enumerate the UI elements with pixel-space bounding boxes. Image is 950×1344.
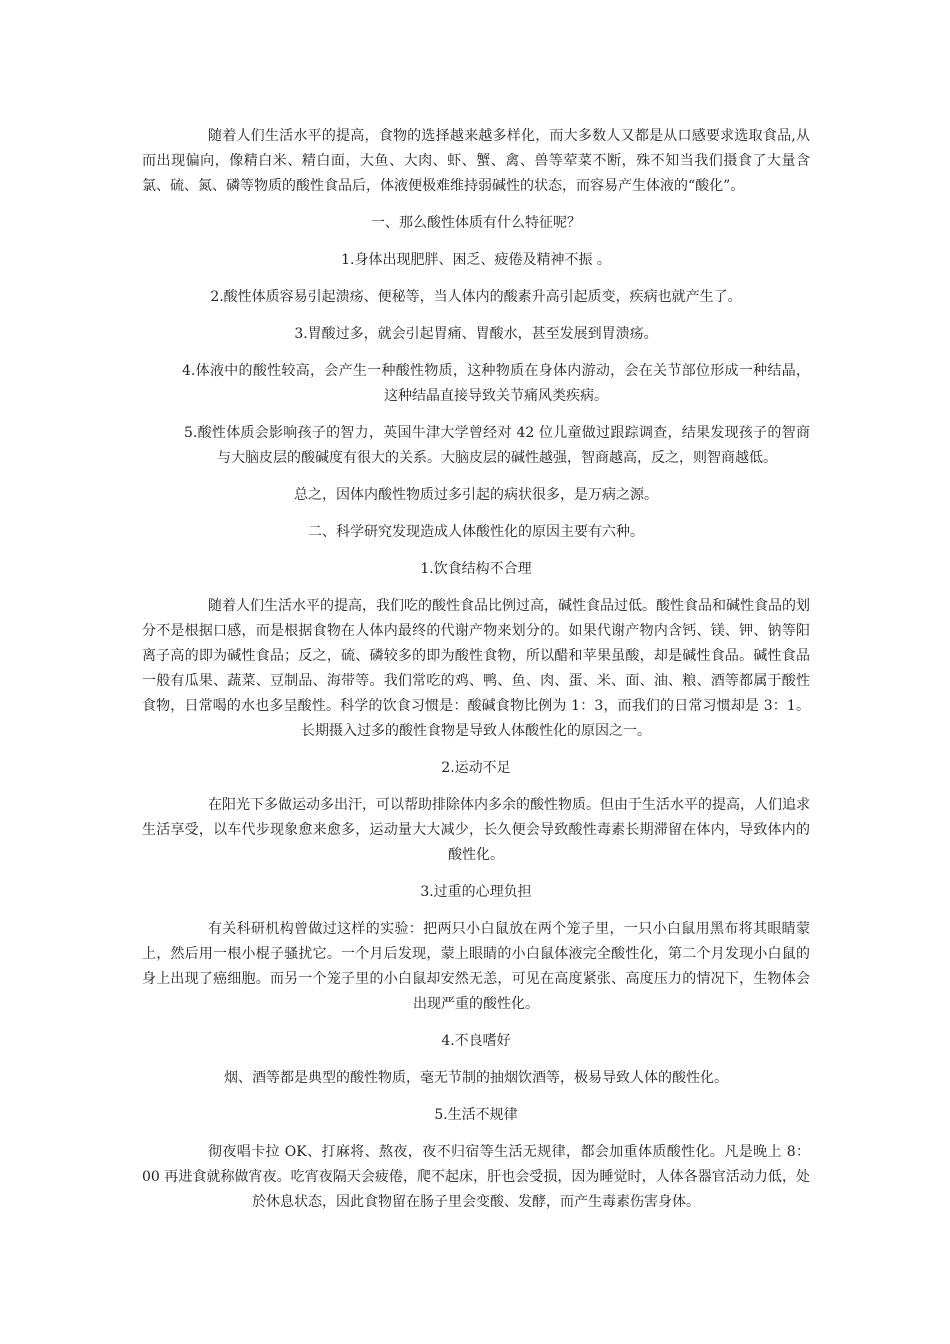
section-heading-1: 一、那么酸性体质有什么特征呢？	[371, 215, 581, 231]
subheading: 5.生活不规律	[434, 1107, 518, 1123]
subheading: 2.运动不足	[441, 760, 511, 776]
intro-paragraph: 随着人们生活水平的提高，食物的选择越来越多样化，而大多数人又都是从口感要求选取食品,从而出现偏向，像精白米、精白面，大鱼、大肉、虾、蟹、禽、兽等荤菜不断，殊不知当我们摄食了大量含氯、硫、氮、磷等物质的酸性食品后，体液便极难维持弱碱性的状态，而容易产生体液的“酸化”。	[142, 128, 810, 194]
list-item: 1.身体出现肥胖、困乏、疲倦及精神不振 。	[341, 252, 611, 268]
subheading: 3.过重的心理负担	[420, 884, 532, 900]
list-item: 5.酸性体质会影响孩子的智力，英国牛津大学曾经对 42 位儿童做过跟踪调查，结果发现孩子的智商与大脑皮层的酸碱度有很大的关系。大脑皮层的碱性越强，智商越高，反之，则智商越低。	[184, 425, 810, 466]
article-body	[142, 124, 810, 1215]
subheading: 4.不良嗜好	[441, 1033, 511, 1049]
body-paragraph: 随着人们生活水平的提高，我们吃的酸性食品比例过高，碱性食品过低。酸性食品和碱性食品的划分不是根据口感，而是根据食物在人体内最终的代谢产物来划分的。如果代谢产物内含钙、镁、钾、钠等阳离子高的即为碱性食品；反之，硫、磷较多的即为酸性食物，所以醋和苹果虽酸，却是碱性食品。碱性食品一般有瓜果、蔬菜、豆制品、海带等。我们常吃的鸡、鸭、鱼、肉、蛋、米、面、油、粮、酒等都属于酸性食物，日常喝的水也多呈酸性。科学的饮食习惯是：酸碱食物比例为 1：3，而我们的日常习惯却是 3：1。长期摄入过多的酸性食物是导致人体酸性化的原因之一。	[142, 598, 810, 739]
summary-paragraph: 总之，因体内酸性物质过多引起的病状很多，是万病之源。	[294, 487, 658, 503]
list-item: 3.胃酸过多，就会引起胃痛、胃酸水，甚至发展到胃溃疡。	[294, 326, 658, 342]
section-heading-2: 二、科学研究发现造成人体酸性化的原因主要有六种。	[308, 524, 644, 540]
body-paragraph: 烟、酒等都是典型的酸性物质，毫无节制的抽烟饮酒等，极易导致人体的酸性化。	[224, 1070, 728, 1086]
list-item: 4.体液中的酸性较高，会产生一种酸性物质，这种物质在身体内游动，会在关节部位形成一种结晶，这种结晶直接导致关节痛风类疾病。	[182, 363, 810, 404]
body-paragraph: 有关科研机构曾做过这样的实验：把两只小白鼠放在两个笼子里，一只小白鼠用黑布将其眼睛蒙上，然后用一根小棍子骚扰它。一个月后发现，蒙上眼睛的小白鼠体液完全酸性化，第二个月发现小白鼠的身上出现了癌细胞。而另一个笼子里的小白鼠却安然无恙，可见在高度紧张、高度压力的情况下，生物体会出现严重的酸性化。	[142, 921, 810, 1012]
subheading: 1.饮食结构不合理	[420, 561, 532, 577]
list-item: 2.酸性体质容易引起溃疡、便秘等，当人体内的酸素升高引起质变，疾病也就产生了。	[210, 289, 742, 305]
body-paragraph: 在阳光下多做运动多出汗，可以帮助排除体内多余的酸性物质。但由于生活水平的提高，人们追求生活享受，以车代步现象愈来愈多，运动量大大减少，长久便会导致酸性毒素长期滞留在体内，导致体内的酸性化。	[142, 797, 810, 863]
body-paragraph: 彻夜唱卡拉 OK、打麻将、熬夜，夜不归宿等生活无规律，都会加重体质酸性化。凡是晚上 8：00 再进食就称做宵夜。吃宵夜隔天会疲倦，爬不起床，肝也会受损，因为睡觉时，人体各器官活动力低，处於休息状态，因此食物留在肠子里会变酸、发酵，而产生毒素伤害身体。	[142, 1144, 810, 1210]
